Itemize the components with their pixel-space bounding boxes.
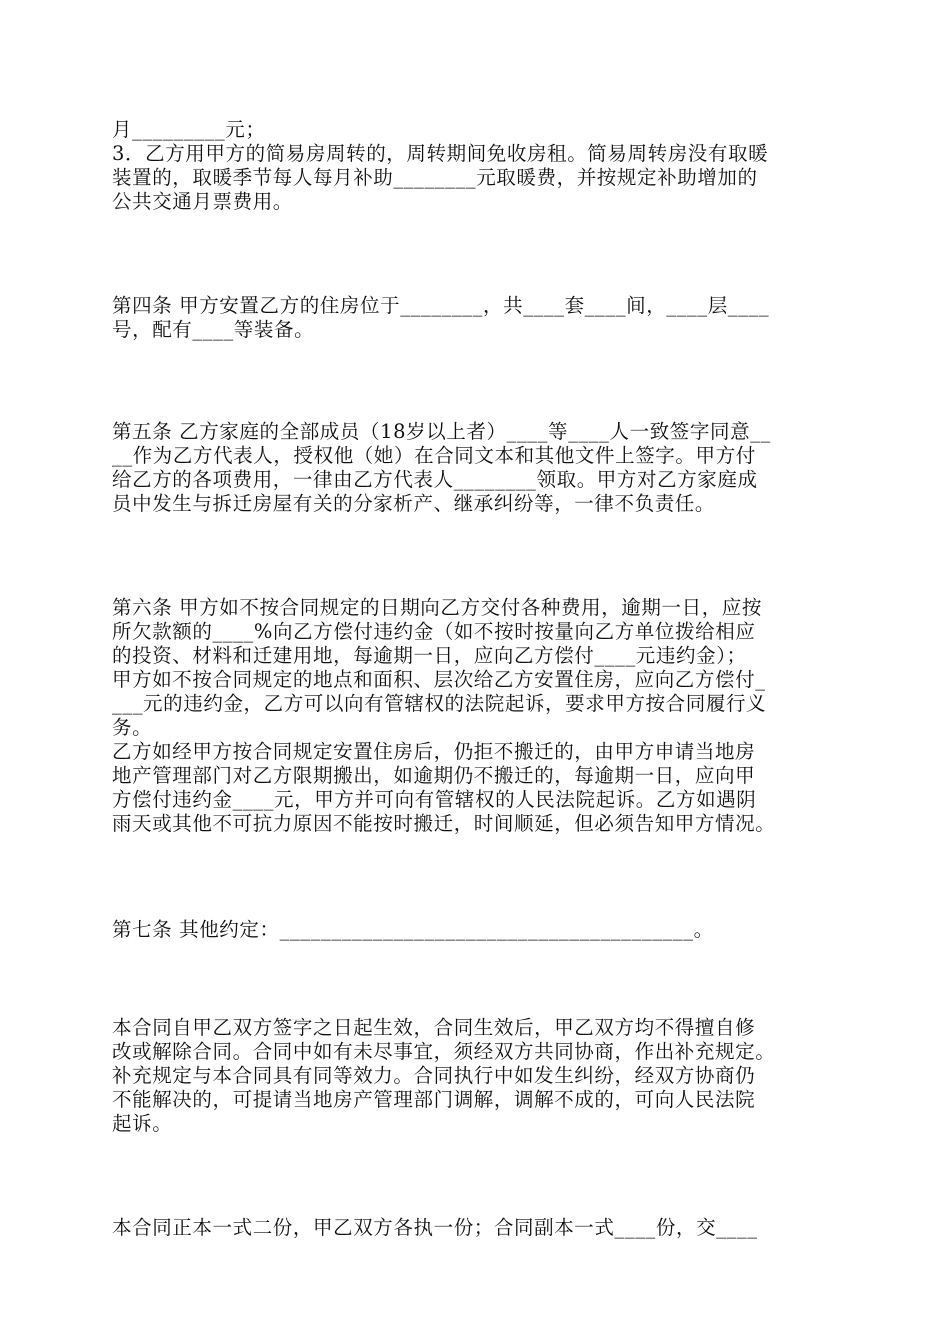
paragraph-article-6 bbox=[112, 596, 847, 836]
text-line: 甲方如不按合同规定的地点和面积、层次给乙方安置住房，应向乙方偿付_ bbox=[112, 668, 766, 691]
text-line: 装置的，取暖季节每人每月补助________元取暖费，并按规定补助增加的 bbox=[112, 166, 758, 189]
text-line: 第四条 甲方安置乙方的住房位于________，共____套____间，____层____ bbox=[112, 294, 770, 317]
text-line: 本合同正本一式二份，甲乙双方各执一份；合同副本一式____份，交____ bbox=[112, 1216, 758, 1239]
text-line: 起诉。 bbox=[112, 1112, 173, 1135]
paragraph-article-5 bbox=[112, 420, 847, 516]
text-line: 的投资、材料和迁建用地，每逾期一日，应向乙方偿付____元违约金）； bbox=[112, 644, 747, 667]
text-line: 第六条 甲方如不按合同规定的日期向乙方交付各种费用，逾期一日，应按 bbox=[112, 596, 762, 619]
text-line: 雨天或其他不可抗力原因不能按时搬迁，时间顺延，但必须告知甲方情况。 bbox=[112, 812, 776, 835]
text-line: 给乙方的各项费用，一律由乙方代表人________领取。甲方对乙方家庭成 bbox=[112, 468, 758, 491]
text-line: 方偿付违约金____元，甲方并可向有管辖权的人民法院起诉。乙方如遇阴 bbox=[112, 788, 757, 811]
text-line: __作为乙方代表人，授权他（她）在合同文本和其他文件上签字。甲方付 bbox=[112, 444, 756, 467]
text-line: 3．乙方用甲方的简易房周转的，周转期间免收房租。简易周转房没有取暖 bbox=[112, 142, 769, 165]
paragraph-copies bbox=[112, 1216, 847, 1240]
text-line: 第七条 其他约定：________________________________________。 bbox=[112, 918, 714, 941]
text-line: 不能解决的，可提请当地房产管理部门调解，调解不成的，可向人民法院 bbox=[112, 1088, 756, 1111]
paragraph-effectiveness bbox=[112, 1016, 847, 1136]
text-line: 乙方如经甲方按合同规定安置住房后，仍拒不搬迁的，由甲方申请当地房 bbox=[112, 740, 756, 763]
text-line: 月_________元； bbox=[112, 118, 266, 141]
text-line: 第五条 乙方家庭的全部成员（18岁以上者）____等____人一致签字同意__ bbox=[112, 420, 771, 443]
paragraph-article-3-continued bbox=[112, 118, 847, 214]
paragraph-article-7 bbox=[112, 918, 847, 942]
text-line: 所欠款额的____%向乙方偿付违约金（如不按时按量向乙方单位拨给相应 bbox=[112, 620, 756, 643]
text-line: 地产管理部门对乙方限期搬出，如逾期仍不搬迁的，每逾期一日，应向甲 bbox=[112, 764, 756, 787]
text-line: 号，配有____等装备。 bbox=[112, 318, 315, 341]
text-line: 本合同自甲乙双方签字之日起生效，合同生效后，甲乙双方均不得擅自修 bbox=[112, 1016, 756, 1039]
paragraph-article-4 bbox=[112, 294, 847, 342]
text-line: 公共交通月票费用。 bbox=[112, 190, 293, 213]
text-line: ___元的违约金，乙方可以向有管辖权的法院起诉，要求甲方按合同履行义 bbox=[112, 692, 767, 715]
text-line: 员中发生与拆迁房屋有关的分家析产、继承纠纷等，一律不负责任。 bbox=[112, 492, 716, 515]
text-line: 务。 bbox=[112, 716, 153, 739]
text-line: 改或解除合同。合同中如有未尽事宜，须经双方共同协商，作出补充规定。 bbox=[112, 1040, 776, 1063]
text-line: 补充规定与本合同具有同等效力。合同执行中如发生纠纷，经双方协商仍 bbox=[112, 1064, 756, 1087]
